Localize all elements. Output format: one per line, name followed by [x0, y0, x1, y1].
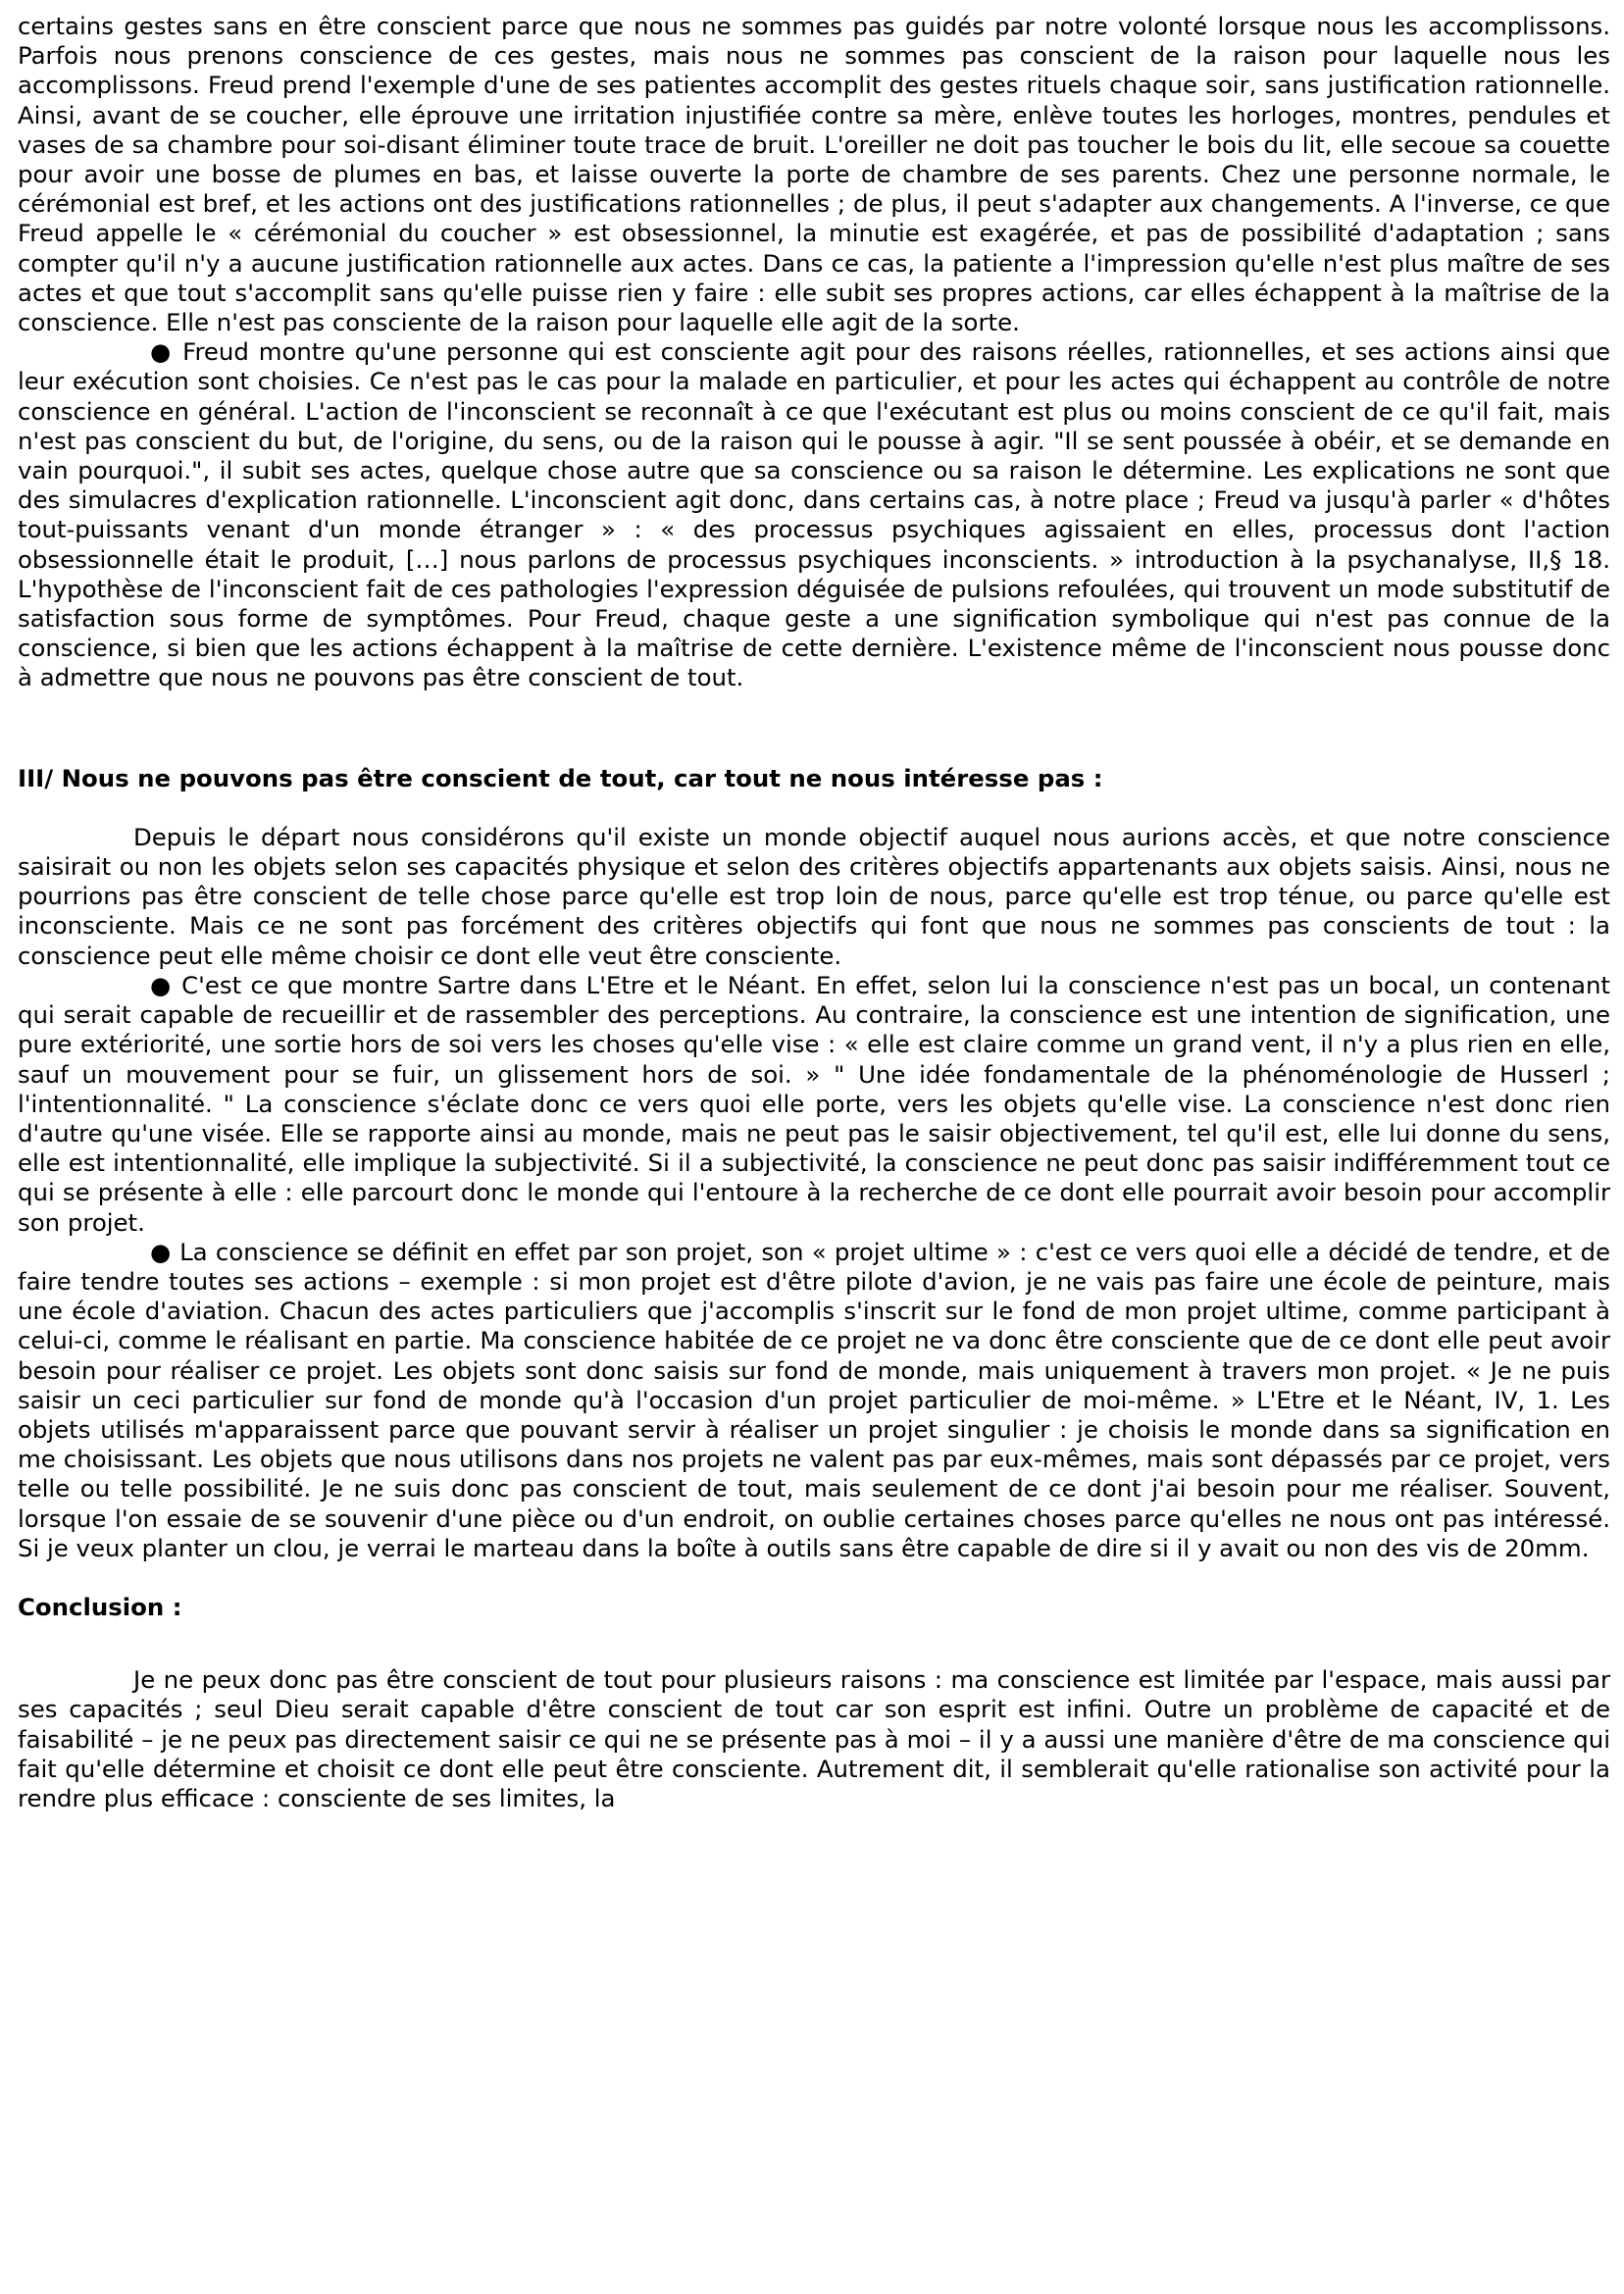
section-spacer	[18, 793, 1610, 823]
conclusion-paragraph: Je ne peux donc pas être conscient de tout pour plusieurs raisons : ma conscience est limitée par l'espace, mais aussi par ses capacités ; seul Dieu serait capable d'être conscient de tout car son esprit est infini. Outre un problème de capacité et de faisabilité – je ne peux pas directement saisir ce qui ne se présente pas à moi – il y a aussi une manière d'être de ma conscience qui fait qu'elle détermine et choisit ce dont elle peut être consciente. Autrement dit, il semblerait qu'elle rationalise son activité pour la rendre plus efficace : consciente de ses limites, la	[18, 1665, 1610, 1812]
conclusion-heading: Conclusion :	[18, 1592, 182, 1621]
section-spacer	[18, 693, 1610, 764]
projet-bullet-paragraph: ● La conscience se définit en effet par son projet, son « projet ultime » : c'est ce vers quoi elle a décidé de tendre, et de faire tendre toutes ses actions – exemple : si mon projet est d'être pilote d'avion, je ne vais pas faire une école de peinture, mais une école d'aviation. Chacun des actes particuliers que j'accomplis s'inscrit sur le fond de mon projet ultime, comme participant à celui-ci, comme le réalisant en partie. Ma conscience habitée de ce projet ne va donc être consciente que de ce dont elle peut avoir besoin pour réaliser ce projet. Les objets sont donc saisis sur fond de monde, mais uniquement à travers mon projet. « Je ne puis saisir un ceci particulier sur fond de monde qu'à l'occasion d'un projet particulier de moi-même. » L'Etre et le Néant, IV, 1. Les objets utilisés m'apparaissent parce que pouvant servir à réaliser un projet singulier : je choisis le monde dans sa signification en me choisissant. Les objets que nous utilisons dans nos projets ne valent pas par eux-mêmes, mais sont dépassés par ce projet, vers telle ou telle possibilité. Je ne suis donc pas conscient de tout, mais seulement de ce dont j'ai besoin pour me réaliser. Souvent, lorsque l'on essaie de se souvenir d'une pièce ou d'un endroit, on oublie certaines choses parce qu'elles ne nous ont pas intéressé. Si je veux planter un clou, je verrai le marteau dans la boîte à outils sans être capable de dire si il y avait ou non des vis de 20mm.	[18, 1237, 1610, 1562]
opening-paragraph: certains gestes sans en être conscient parce que nous ne sommes pas guidés par notre volonté lorsque nous les accomplissons. Parfois nous prenons conscience de ces gestes, mais nous ne sommes pas conscient de la raison pour laquelle nous les accomplissons. Freud prend l'exemple d'une de ses patientes accomplit des gestes rituels chaque soir, sans justification rationnelle. Ainsi, avant de se coucher, elle éprouve une irritation injustifiée contre sa mère, enlève toutes les horloges, montres, pendules et vases de sa chambre pour soi-disant éliminer toute trace de bruit. L'oreiller ne doit pas toucher le bois du lit, elle secoue sa couette pour avoir une bosse de plumes en bas, et laisse ouverte la porte de chambre de ses parents. Chez une personne normale, le cérémonial est bref, et les actions ont des justifications rationnelles ; de plus, il peut s'adapter aux changements. A l'inverse, ce que Freud appelle le « cérémonial du coucher » est obsessionnel, la minutie est exagérée, et pas de possibilité d'adaptation ; sans compter qu'il n'y a aucune justification rationnelle aux actes. Dans ce cas, la patiente a l'impression qu'elle n'est plus maître de ses actes et que tout s'accomplit sans qu'elle puisse rien y faire : elle subit ses propres actions, car elles échappent à la maîtrise de la conscience. Elle n'est pas consciente de la raison pour laquelle elle agit de la sorte.	[18, 12, 1610, 337]
document-page	[18, 12, 1610, 1813]
sartre-bullet-paragraph: ● C'est ce que montre Sartre dans L'Etre et le Néant. En effet, selon lui la conscience n'est pas un bocal, un contenant qui serait capable de recueillir et de rassembler des perceptions. Au contraire, la conscience est une intention de signification, une pure extériorité, une sortie hors de soi vers les choses qu'elle vise : « elle est claire comme un grand vent, il n'y a plus rien en elle, sauf un mouvement pour se fuir, un glissement hors de soi. » " Une idée fondamentale de la phénoménologie de Husserl ; l'intentionnalité. " La conscience s'éclate donc ce vers quoi elle porte, vers les objets qu'elle vise. La conscience n'est donc rien d'autre qu'une visée. Elle se rapporte ainsi au monde, mais ne peut pas le saisir objectivement, tel qu'il est, elle lui donne du sens, elle est intentionnalité, elle implique la subjectivité. Si il a subjectivité, la conscience ne peut donc pas saisir indifféremment tout ce qui se présente à elle : elle parcourt donc le monde qui l'entoure à la recherche de ce dont elle pourrait avoir besoin pour accomplir son projet.	[18, 970, 1610, 1237]
freud-bullet-paragraph: ● Freud montre qu'une personne qui est consciente agit pour des raisons réelles, rationnelles, et ses actions ainsi que leur exécution sont choisies. Ce n'est pas le cas pour la malade en particulier, et pour les actes qui échappent au contrôle de notre conscience en général. L'action de l'inconscient se reconnaît à ce que l'exécutant est plus ou moins conscient de ce qu'il fait, mais n'est pas conscient du but, de l'origine, du sens, ou de la raison qui le pousse à agir. "Il se sent poussée à obéir, et se demande en vain pourquoi.", il subit ses actes, quelque chose autre que sa conscience ou sa raison le détermine. Les explications ne sont que des simulacres d'explication rationnelle. L'inconscient agit donc, dans certains cas, à notre place ; Freud va jusqu'à parler « d'hôtes tout-puissants venant d'un monde étranger » : « des processus psychiques agissaient en elles, processus dont l'action obsessionnelle était le produit, […] nous parlons de processus psychiques inconscients. » introduction à la psychanalyse, II,§ 18. L'hypothèse de l'inconscient fait de ces pathologies l'expression déguisée de pulsions refoulées, qui trouvent un mode substitutif de satisfaction sous forme de symptômes. Pour Freud, chaque geste a une signification symbolique qui n'est pas connue de la conscience, si bien que les actions échappent à la maîtrise de cette dernière. L'existence même de l'inconscient nous pousse donc à admettre que nous ne pouvons pas être conscient de tout.	[18, 337, 1610, 692]
section-three-intro: Depuis le départ nous considérons qu'il existe un monde objectif auquel nous aurions accès, et que notre conscience saisirait ou non les objets selon ses capacités physique et selon des critères objectifs appartenants aux objets saisis. Ainsi, nous ne pourrions pas être conscient de telle chose parce qu'elle est trop loin de nous, parce qu'elle est trop ténue, ou parce qu'elle est inconsciente. Mais ce ne sont pas forcément des critères objectifs qui font que nous ne sommes pas conscients de tout : la conscience peut elle même choisir ce dont elle veut être consciente.	[18, 822, 1610, 970]
section-spacer	[18, 1622, 1610, 1665]
section-spacer	[18, 1563, 1610, 1593]
section-three-heading: III/ Nous ne pouvons pas être conscient de tout, car tout ne nous intéresse pas :	[18, 763, 1103, 792]
